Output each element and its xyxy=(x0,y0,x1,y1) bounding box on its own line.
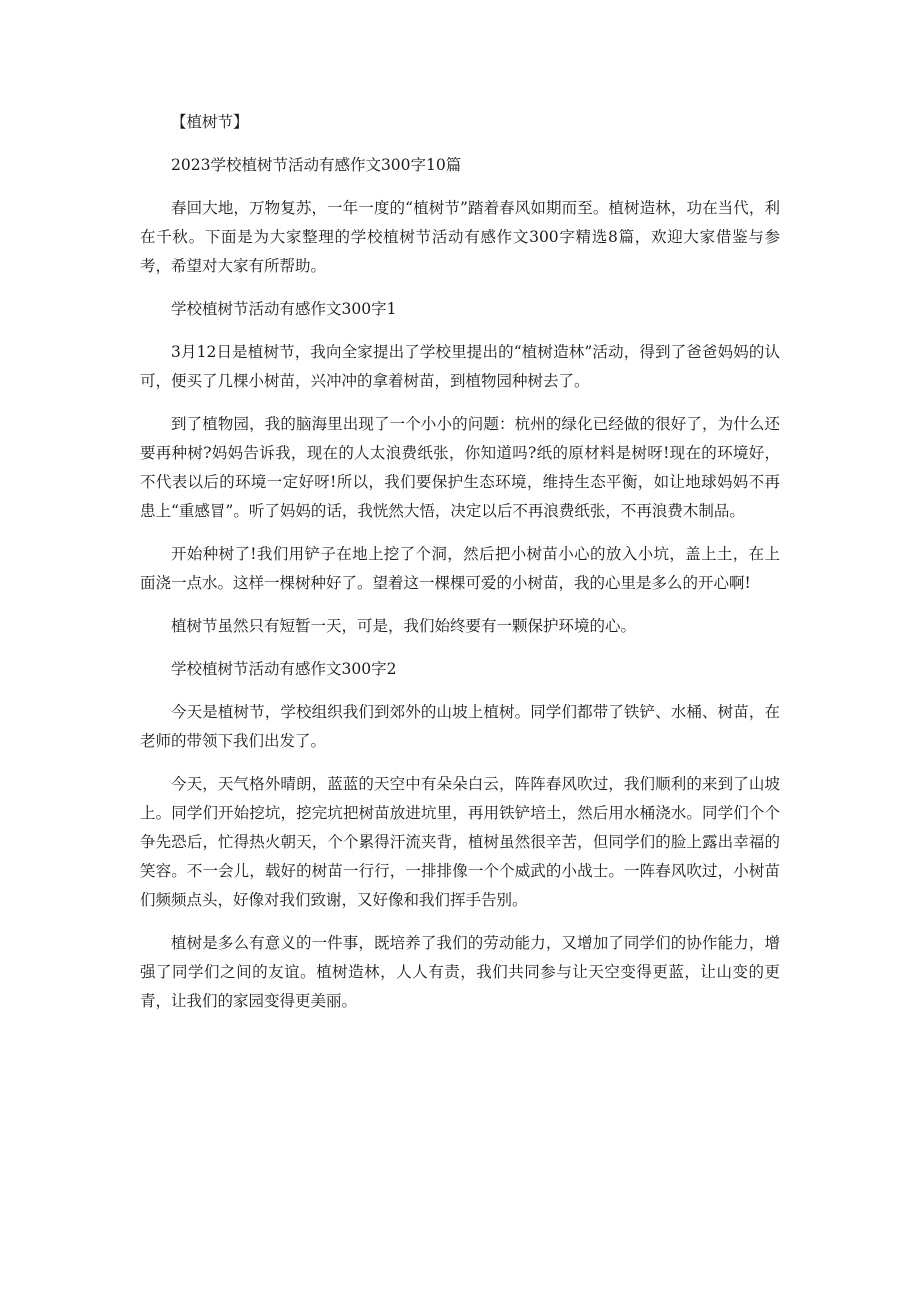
tag-line: 【植树节】 xyxy=(171,113,249,131)
essay-title: 学校植树节活动有感作文300字1 xyxy=(171,300,397,318)
spacer xyxy=(140,281,780,295)
spacer xyxy=(140,915,780,929)
essay-paragraph: 今天是植树节，学校组织我们到郊外的山坡上植树。同学们都带了铁铲、水桶、树苗，在老师的带领下我们出发了。 xyxy=(140,703,780,750)
essay-paragraph: 植树节虽然只有短暂一天，可是，我们始终要有一颗保护环境的心。 xyxy=(171,617,637,635)
essay-paragraph: 今天，天气格外晴朗，蓝蓝的天空中有朵朵白云，阵阵春风吹过，我们顺利的来到了山坡上。同学们开始挖坑，挖完坑把树苗放进坑里，再用铁铲培土，然后用水桶浇水。同学们个个争先恐后，忙得热火朝天，个个累得汗流夹背，植树虽然很辛苦，但同学们的脸上露出幸福的笑容。不一会儿，载好的树苗一行行，一排排像一个个威武的小战士。一阵春风吹过，小树苗们频频点头，好像对我们致谢，又好像和我们挥手告别。 xyxy=(140,775,780,909)
spacer xyxy=(140,598,780,612)
spacer xyxy=(140,324,780,338)
document-body xyxy=(140,108,780,1016)
spacer xyxy=(140,180,780,194)
spacer xyxy=(140,137,780,151)
essay-paragraph: 开始种树了!我们用铲子在地上挖了个洞，然后把小树苗小心的放入小坑，盖上土，在上面浇一点水。这样一棵树种好了。望着这一棵棵可爱的小树苗，我的心里是多么的开心啊! xyxy=(140,545,780,592)
intro-paragraph: 春回大地，万物复苏，一年一度的“植树节”踏着春风如期而至。植树造林，功在当代，利在千秋。下面是为大家整理的学校植树节活动有感作文300字精选8篇，欢迎大家借鉴与参考，希望对大家有所帮助。 xyxy=(140,199,780,275)
essay-title: 学校植树节活动有感作文300字2 xyxy=(171,660,397,678)
essay-paragraph: 3月12日是植树节，我向全家提出了学校里提出的“植树造林”活动，得到了爸爸妈妈的认可，便买了几棵小树苗，兴冲冲的拿着树苗，到植物园种树去了。 xyxy=(140,343,780,390)
spacer xyxy=(140,756,780,770)
essay-paragraph: 植树是多么有意义的一件事，既培养了我们的劳动能力，又增加了同学们的协作能力，增强了同学们之间的友谊。植树造林，人人有责，我们共同参与让天空变得更蓝，让山变的更青，让我们的家园变得更美丽。 xyxy=(140,934,780,1010)
spacer xyxy=(140,684,780,698)
spacer xyxy=(140,396,780,410)
essay-paragraph: 到了植物园，我的脑海里出现了一个小小的问题：杭州的绿化已经做的很好了，为什么还要再种树?妈妈告诉我，现在的人太浪费纸张，你知道吗?纸的原材料是树呀!现在的环境好，不代表以后的环境一定好呀!所以，我们要保护生态环境，维持生态平衡，如让地球妈妈不再患上“重感冒”。听了妈妈的话，我恍然大悟，决定以后不再浪费纸张，不再浪费木制品。 xyxy=(140,415,780,520)
main-title: 2023学校植树节活动有感作文300字10篇 xyxy=(171,156,462,174)
spacer xyxy=(140,641,780,655)
spacer xyxy=(140,526,780,540)
